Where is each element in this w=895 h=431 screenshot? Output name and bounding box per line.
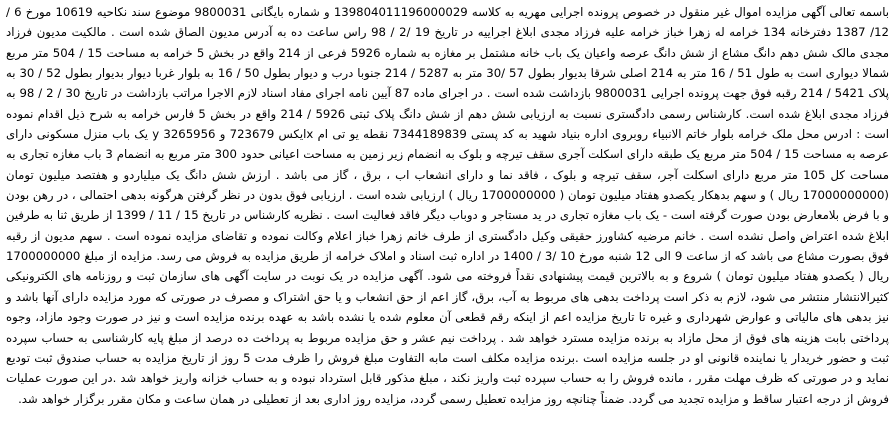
auction-notice-text: باسمه تعالی آگهی مزایده اموال غیر منقول در خصوص پرونده اجرایی مهریه به کلاسه 139804011196000029 و شماره بایگانی 9800031 موضوع سند نکاحیه 10619 مورخ 6 / 12/ 1387 دفترخانه 134 خرامه له زهرا خباز خرامه علیه فرزاد مجدی ابلاغ اجراییه در تاریخ 19 /2 / 98 راس ساعت ده به آدرس مدیون الصاق شده است . مالکیت مدیون فرزاد مجدی مالک شش دهم دانگ مشاع از شش دانگ عرصه واعیان یک باب خانه مشتمل بر مغازه به شماره 5926 فرعی از 214 واقع در بخش 5 خرامه به مساحت 15 / 504 متر مربع شمالا دیواری است به طول 51 / 16 متر به 214 اصلی شرقا بدیوار بطول 57 /30 متر به 5287 / 214 جنوبا درب و دیوار بطول 50 / 16 به بلوار غربا دیوار بدیوار بطول 52 / 30 به پلاک 5421 / 214 رقبه فوق جهت پرونده اجرایی 9800031 بازداشت شده است . در اجرای ماده 87 آیین نامه اجرای مفاد اسناد لازم الاجرا مراتب بازداشت در تاریخ 30 / 2 / 98 به فرزاد مجدی ابلاغ شده است. کارشناس رسمی دادگستری نسبت به ارزیابی شش دهم از شش دانگ پلاک ثبتی 5926 / 214 واقع در بخش 5 فارس خرامه به شرح ذیل اقدام نموده است : ادرس محل ملک خرامه بلوار خاتم الانبیاء روبروی اداره بنیاد شهید به کد پستی 7344189839 نقطه یو تی ام xایکس 723679 و y 3265956 یک باب منزل مسکونی دارای عرصه به مساحت 15 / 504 متر مربع یک طبقه دارای اسکلت آجری سقف تیرچه و بلوک به انضمام زیر زمین به مساحت اعیانی حدود 300 متر مربع به انضمام 3 باب مغازه تجاری به مساحت کل 105 متر مربع دارای اسکلت آجر، سقف تیرچه و بلوک ، فاقد نما و دارای انشعاب اب ، برق ، گاز می باشد . ارزش شش دانگ یک میلیاردو و هفتصد میلیون تومان (17000000000 ریال ) و سهم بدهکار یکصدو هفتاد میلیون تومان ( 1700000000 ریال ) ارزیابی شده است . ارزیابی فوق بدون در نظر گرفتن هرگونه بدهی احتمالی ، در رهن بودن و با فرض بلامعارض بودن صورت گرفته است - یک باب مغازه تجاری در ید مستاجر و دوباب دیگر فاقد فعالیت است . نظریه کارشناس در تاریخ 15 / 11 / 1399 از طریق ثنا به طرفین ابلاغ شده اعتراض واصل نشده است . خانم مرضیه کشاورز حقیقی وکیل دادگستری از طرف خانم زهرا خباز اعلام وکالت نموده و تقاضای مزایده نموده است . سهم مدیون از رقبه فوق بصورت مشاع می باشد که از ساعت 9 الی 12 شنبه مورخ 10 /3 / 1400 در اداره ثبت اسناد و املاک خرامه از طریق مزایده به فروش می رسد. مزایده از مبلغ 1700000000 ریال ( یکصدو هفتاد میلیون تومان ) شروع و به بالاترین قیمت پیشنهادی نقداً فروخته می شود. آگهی مزایده در یک نوبت در سایت آگهی های سازمان ثبت و روزنامه های الکترونیکی کثیرالانتشار منتشر می شود، لازم به ذکر است پرداخت بدهی های مربوط به آب، برق، گاز اعم از حق انشعاب و یا حق اشتراک و مصرف در صورتی که مورد مزایده دارای آنها باشد و نیز بدهی های مالیاتی و عوارض شهرداری و غیره تا تاریخ مزایده اعم از اینکه رقم قطعی آن معلوم شده یا نشده باشد به عهده برنده مزایده است و نیز در صورت وجود مازاد، وجوه پرداختی بابت هزینه های فوق از محل مازاد به برنده مزایده مسترد خواهد شد . پرداخت نیم عشر و حق مزایده مربوط به پرداخت ده درصد از مبلغ پایه کارشناسی به حساب سپرده ثبت و حضور خریدار یا نماینده قانونی او در جلسه مزایده است .برنده مزایده مکلف است مابه التفاوت مبلغ فروش را ظرف مدت 5 روز از تاریخ مزایده به حساب صندوق ثبت تودیع نماید و در صورتی که ظرف مهلت مقرر ، مانده فروش را به حساب سپرده ثبت واریز نکند ، مبلغ مذکور قابل استرداد نبوده و به حساب خزانه واریز خواهد شد .در این صورت عملیات فروش از درجه اعتبار ساقط و مزایده تجدید می گردد. ضمناً چنانچه روز مزایده تعطیل رسمی گردد، مزایده روز اداری بعد از تعطیلی در همان ساعت و مکان مقرر برگزار خواهد شد.	[6, 5, 890, 406]
